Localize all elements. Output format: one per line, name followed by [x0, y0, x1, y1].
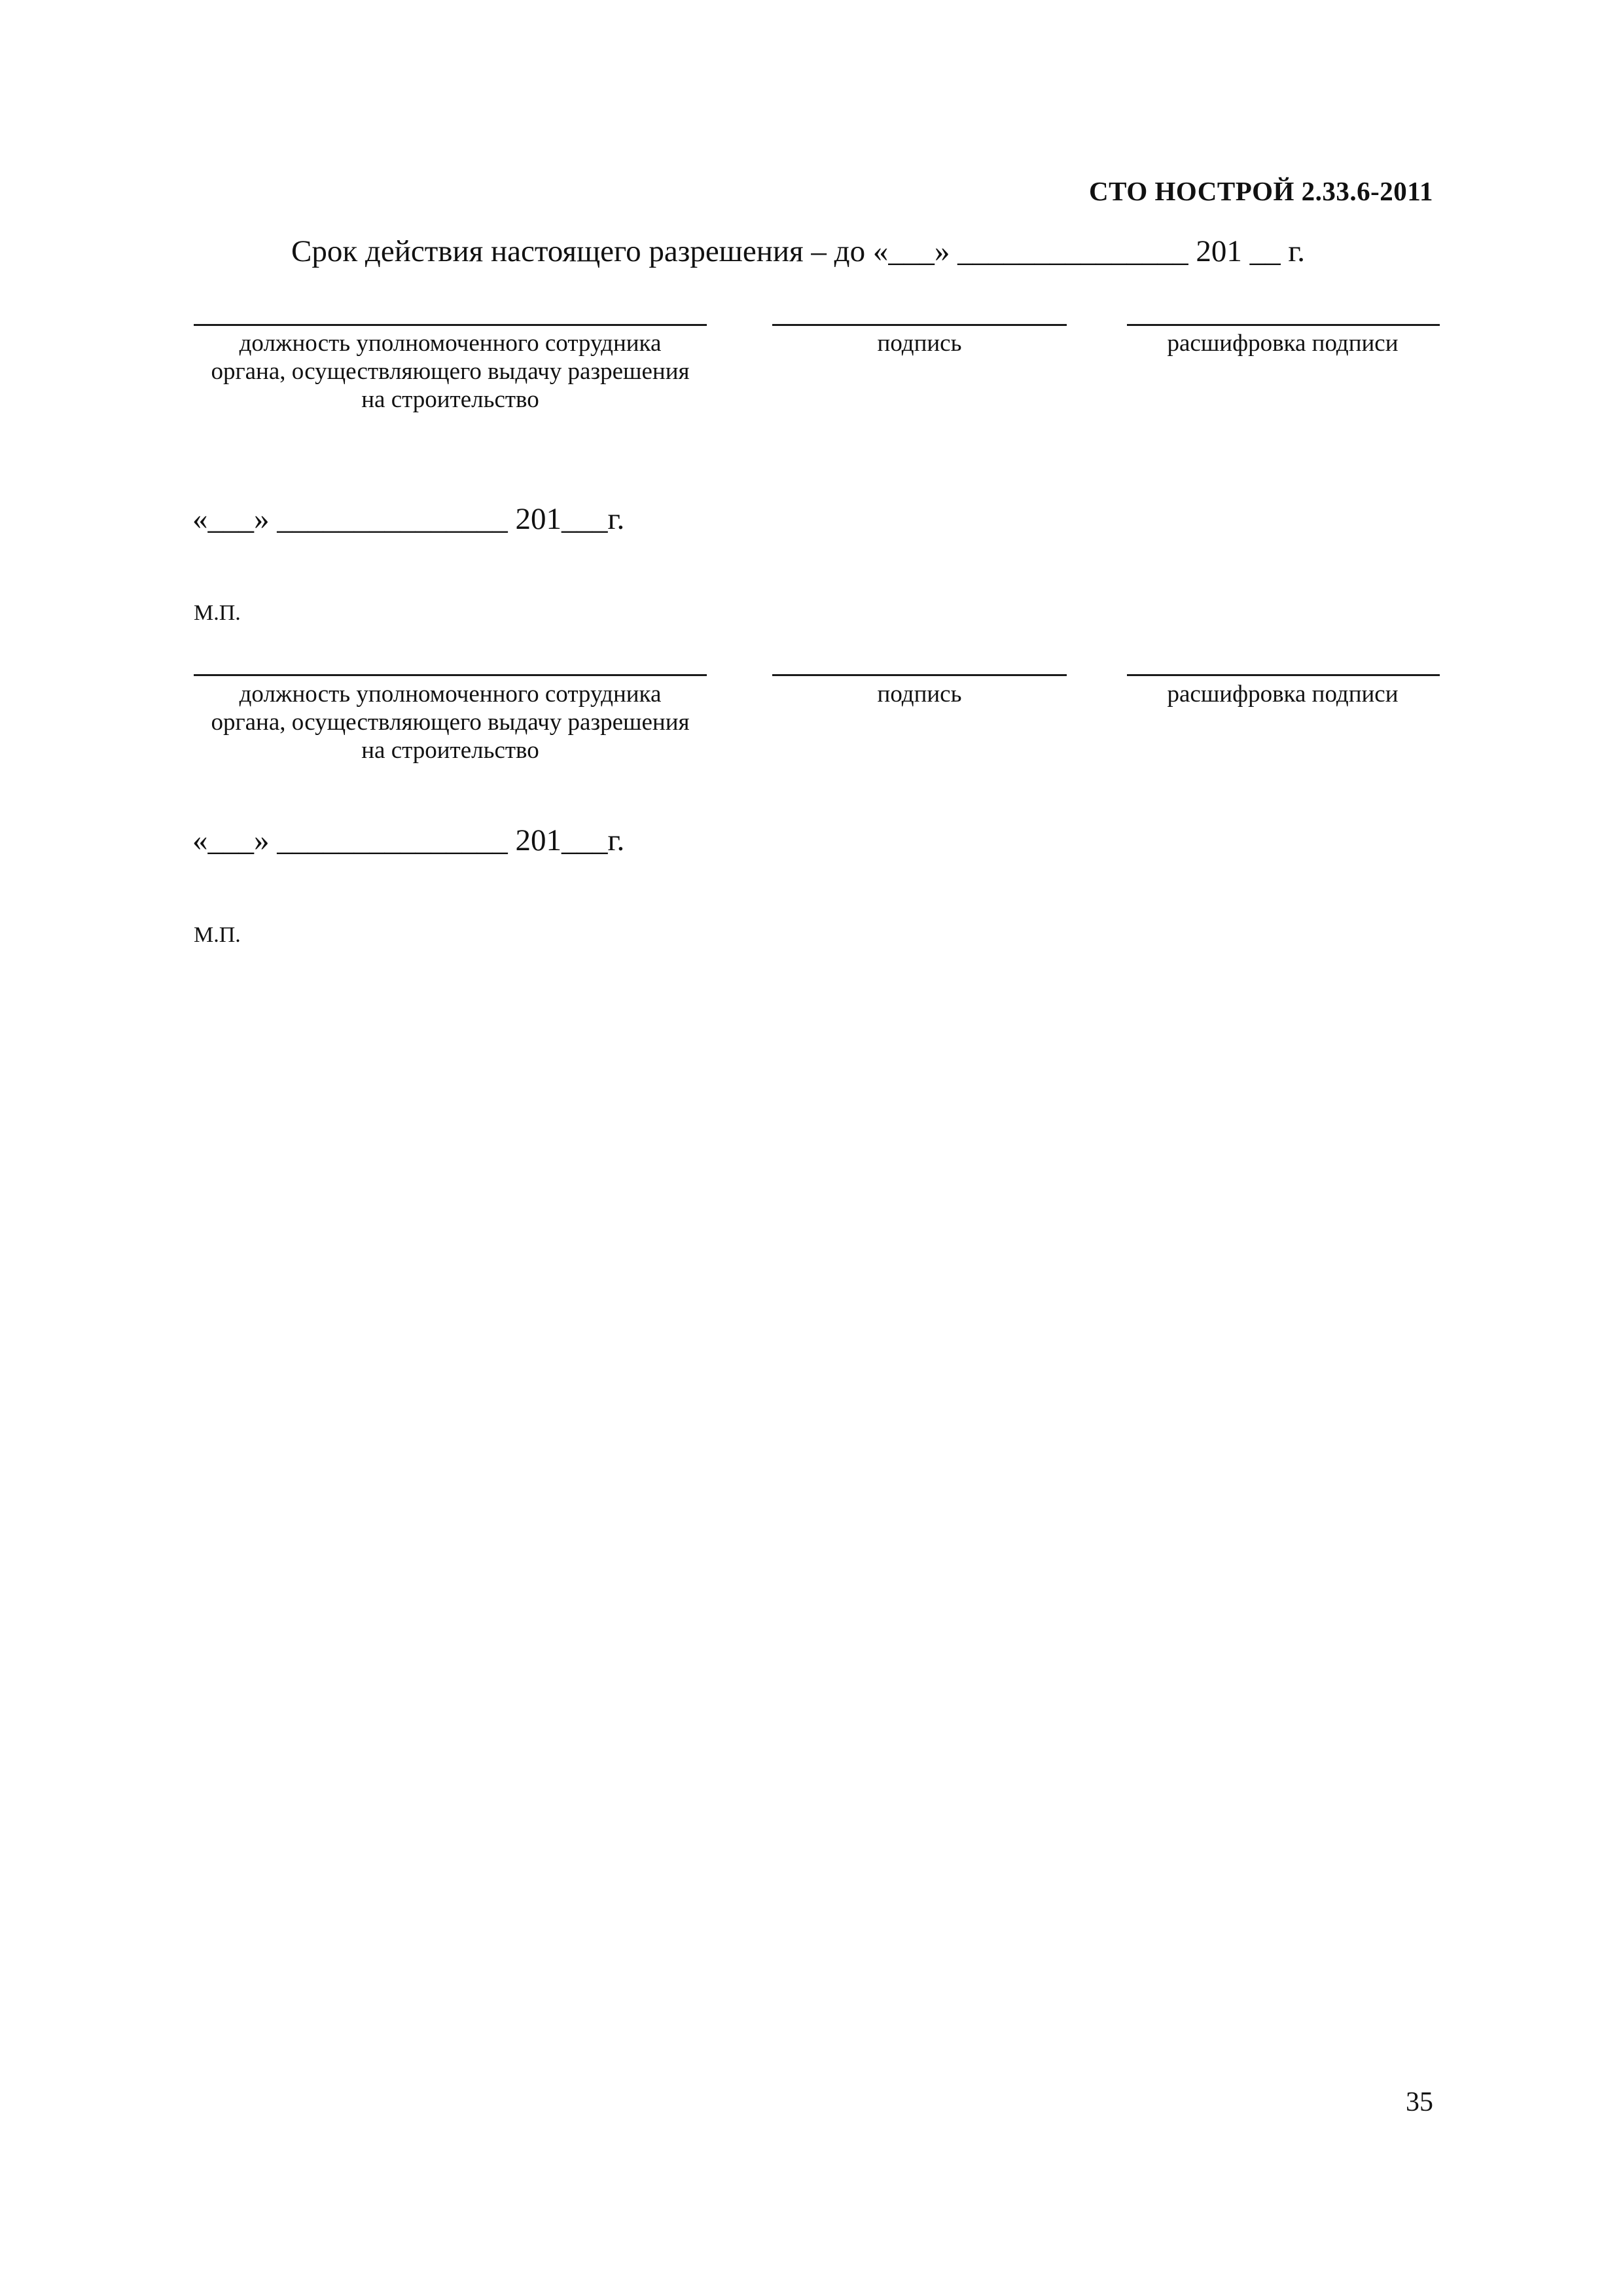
date-line: «___» _______________ 201___г.: [192, 823, 625, 857]
position-caption-line-1: должность уполномоченного сотрудника: [239, 330, 662, 357]
signature-caption: подпись: [877, 681, 962, 708]
position-signature-line: [194, 674, 707, 676]
validity-period-line: Срок действия настоящего разрешения – до «___» _______________ 201 __ г.: [291, 234, 1306, 268]
stamp-label: М.П.: [194, 601, 241, 625]
signature-decode-caption: расшифровка подписи: [1167, 681, 1399, 708]
document-code-header: СТО НОСТРОЙ 2.33.6-2011: [1088, 176, 1433, 206]
signature-decode-caption: расшифровка подписи: [1167, 330, 1399, 357]
signature-line: [772, 674, 1067, 676]
signature-line: [772, 324, 1067, 326]
position-caption: [192, 329, 709, 414]
signature-decode-line: [1127, 674, 1440, 676]
date-line: «___» _______________ 201___г.: [192, 502, 625, 536]
position-signature-line: [194, 324, 707, 326]
position-caption-line-2: органа, осуществляющего выдачу разрешения: [211, 358, 690, 385]
signature-caption: подпись: [877, 330, 962, 357]
stamp-label: М.П.: [194, 923, 241, 947]
position-caption-line-3: на строительство: [361, 386, 539, 413]
position-caption-line-1: должность уполномоченного сотрудника: [239, 681, 662, 708]
page-number: 35: [1406, 2087, 1433, 2117]
signature-decode-line: [1127, 324, 1440, 326]
position-caption-line-3: на строительство: [361, 737, 539, 764]
position-caption: [192, 680, 709, 764]
position-caption-line-2: органа, осуществляющего выдачу разрешения: [211, 709, 690, 736]
